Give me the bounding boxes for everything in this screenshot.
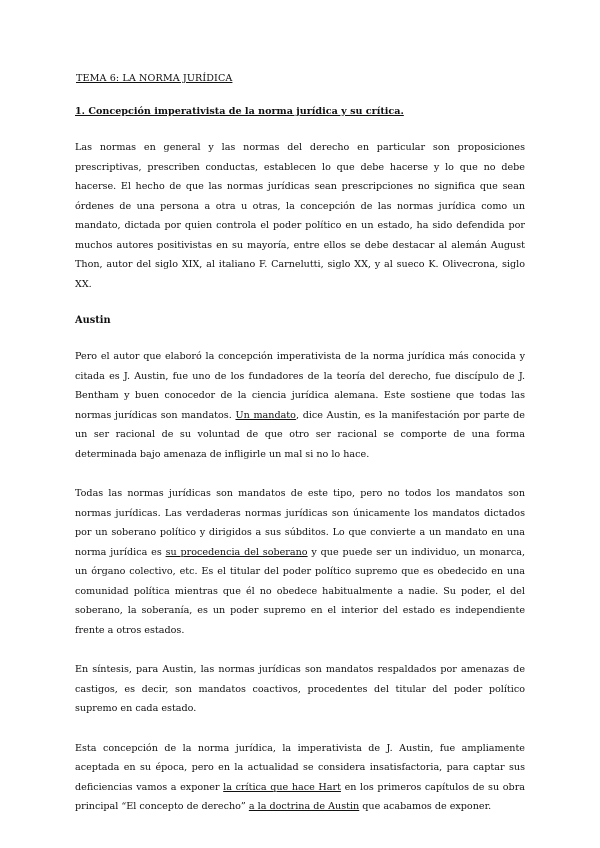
paragraph-text: y que puede ser un individuo, un monarca, un órgano colectivo, etc. Es el titular del poder político supremo que es obedecido en una comunidad política mientras que él no obedece habitualmente a nadie. Su poder, el del soberano, la soberanía, es un poder supremo en el interior del estado es independiente frente a otros estados. [75, 546, 525, 636]
paragraph-text: Todas las normas jurídicas son mandatos de este tipo, pero no todos los mandatos son normas jurídicas. Las verdaderas normas jurídicas son únicamente los mandatos dictados por un soberano político y dirigidos a sus súbditos. Lo que convierte a un mandato en una norma jurídica es [75, 488, 525, 558]
page-title: TEMA 6: LA NORMA JURÍDICA [76, 73, 233, 84]
paragraph-sovereign [75, 484, 525, 640]
underlined-term-hart: la crítica que hace Hart [223, 781, 341, 793]
paragraph-critique [75, 739, 525, 817]
underlined-term-soberano: su procedencia del soberano [165, 546, 308, 558]
austin-heading: Austin [75, 315, 111, 326]
paragraph-text: Pero el autor que elaboró la concepción imperativista de la norma jurídica más conocida y citada es J. Austin, fue uno de los fundadores de la teoría del derecho, fue discípulo de J. Bentham y buen conocedor de la ciencia jurídica alemana. Este sostiene que todas las normas jurídicas son mandatos. [75, 351, 525, 421]
paragraph-intro: Las normas en general y las normas del derecho en particular son proposiciones prescriptivas, prescriben conductas, establecen lo que debe hacerse y lo que no debe hacerse. El hecho de que las normas jurídicas sean prescripciones no significa que sean órdenes de una persona a otra u otras, la concepción de las normas jurídica como un mandato, dictada por quien controla el poder político en un estado, ha sido defendida por muchos autores positivistas en su mayoría, entre ellos se debe destacar al alemán August Thon, autor del siglo XIX, al italiano F. Carnelutti, siglo XX, y al sueco K. Olivecrona, siglo XX. [75, 142, 525, 290]
paragraph-text: en los primeros capítulos de su obra principal “El concepto de derecho” [75, 781, 525, 812]
underlined-term-austin-doctrine: a la doctrina de Austin [248, 801, 360, 812]
paragraph-text: que acabamos de exponer. [359, 801, 492, 812]
paragraph-synthesis: En síntesis, para Austin, las normas jurídicas son mandatos respaldados por amenazas de castigos, es decir, son mandatos coactivos, procedentes del titular del poder político supremo en cada estado. [75, 664, 525, 714]
paragraph-text: , dice Austin, es la manifestación por parte de un ser racional de su voluntad de que otro ser racional se comporte de una forma determinada bajo amenaza de infligirle un mal si no lo hace. [75, 409, 525, 460]
paragraph-text: Esta concepción de la norma jurídica, la imperativista de J. Austin, fue ampliamente aceptada en su época, pero en la actualidad se considera insatisfactoria, para captar sus deficiencias vamos a exponer [75, 742, 525, 793]
section-heading: 1. Concepción imperativista de la norma jurídica y su crítica. [75, 106, 404, 117]
underlined-term-mandato: Un mandato [235, 409, 296, 421]
paragraph-austin-mandate [75, 347, 525, 464]
